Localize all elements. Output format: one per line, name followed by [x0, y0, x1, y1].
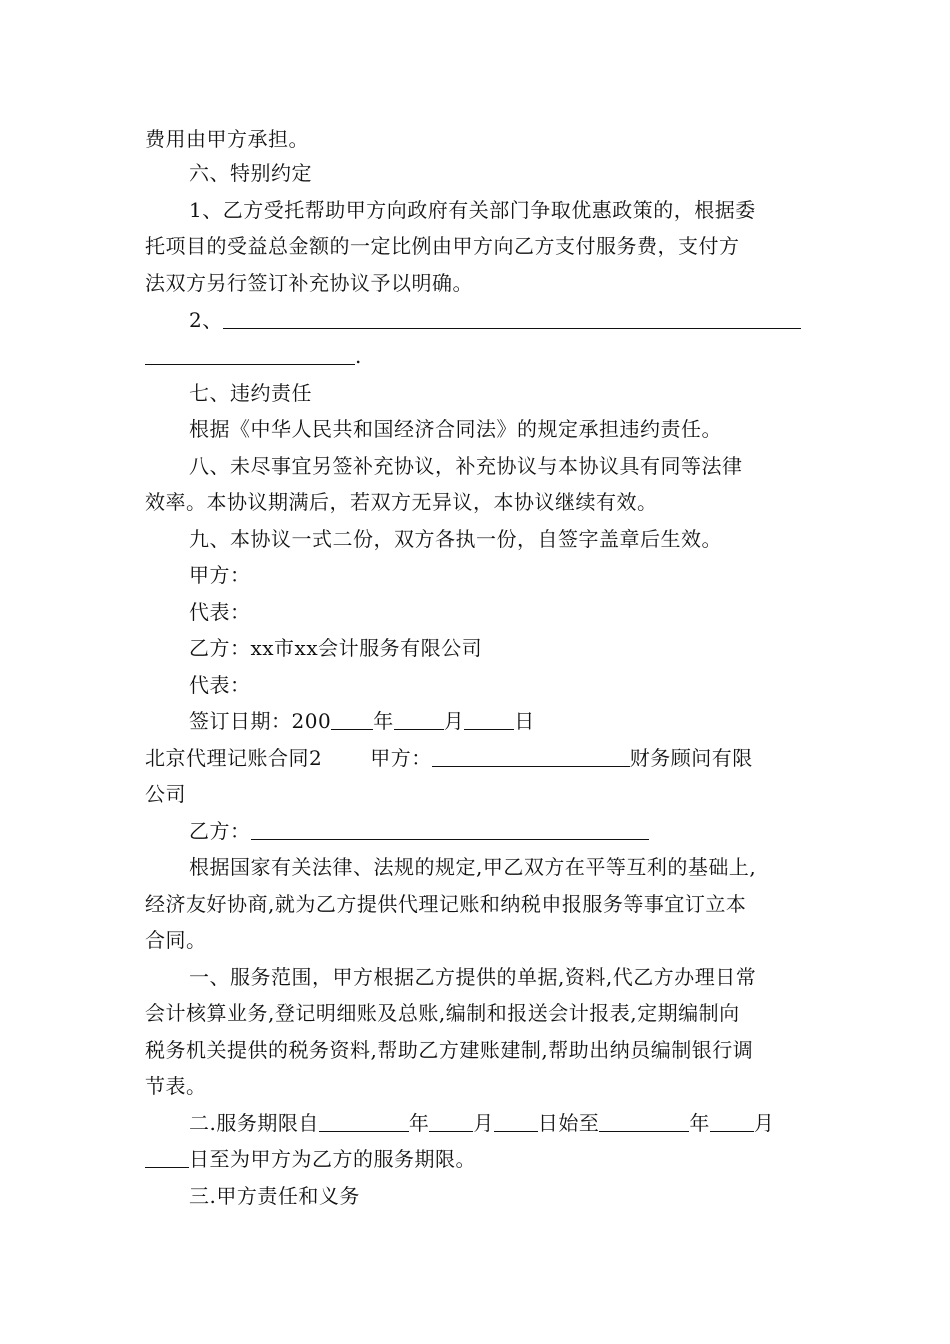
signature-label: 代表： — [189, 673, 251, 697]
text-line: 公司 — [145, 782, 186, 806]
text-line — [189, 813, 810, 850]
section-heading: 三.甲方责任和义务 — [189, 1184, 360, 1208]
party-a-suffix: 财务顾问有限 — [629, 746, 753, 770]
year-label: 年 — [689, 1111, 710, 1135]
text-line: 1、乙方受托帮助甲方向政府有关部门争取优惠政策的，根据委 — [189, 198, 756, 222]
fill-blank — [145, 1145, 189, 1168]
text-line: 托项目的受益总金额的一定比例由甲方向乙方支付服务费，支付方 — [145, 234, 740, 258]
text-line — [189, 302, 810, 339]
text-line: 费用由甲方承担。 — [145, 127, 309, 151]
section-heading: 七、违约责任 — [189, 381, 312, 405]
fill-blank — [710, 1109, 754, 1132]
fill-blank — [251, 817, 649, 840]
text-line — [145, 740, 810, 777]
year-label: 年 — [408, 1111, 430, 1135]
party-b-label: 乙方： — [189, 819, 251, 843]
fill-blank — [331, 707, 373, 730]
term-label: 二.服务期限自 — [189, 1111, 319, 1135]
contract-title: 北京代理记账合同2 — [145, 746, 323, 770]
text-line: 法双方另行签订补充协议予以明确。 — [145, 271, 473, 295]
text-line: 节表。 — [145, 1074, 207, 1098]
text-line — [145, 338, 810, 375]
fill-blank — [599, 1109, 689, 1132]
party-a-label: 甲方： — [370, 746, 432, 770]
date-label: 签订日期：200 — [189, 709, 332, 733]
fill-blank — [223, 306, 801, 329]
signature-label: 甲方： — [189, 563, 251, 587]
text-line: 根据国家有关法律、法规的规定,甲乙双方在平等互利的基础上, — [189, 855, 757, 879]
fill-blank — [464, 707, 514, 730]
text-line: 九、本协议一式二份，双方各执一份，自签字盖章后生效。 — [189, 527, 722, 551]
signature-label: 代表： — [189, 600, 251, 624]
section-heading: 六、特别约定 — [189, 161, 312, 185]
year-label: 年 — [373, 709, 394, 733]
fill-blank — [319, 1109, 409, 1132]
text-line — [189, 1105, 810, 1142]
text-line: 效率。本协议期满后，若双方无异议，本协议继续有效。 — [145, 490, 658, 514]
signature-label: 乙方：xx市xx会计服务有限公司 — [189, 636, 483, 660]
fill-blank — [429, 1109, 473, 1132]
fill-blank — [145, 342, 355, 365]
term-end-text: 日至为甲方为乙方的服务期限。 — [189, 1147, 476, 1171]
text-line: 合同。 — [145, 928, 207, 952]
month-label: 月 — [473, 1111, 494, 1135]
text-line: 八、未尽事宜另签补充协议，补充协议与本协议具有同等法律 — [189, 454, 743, 478]
text-line: 税务机关提供的税务资料,帮助乙方建账建制,帮助出纳员编制银行调 — [145, 1038, 754, 1062]
month-label: 月 — [753, 1111, 775, 1135]
fill-blank — [432, 744, 630, 767]
day-label: 日 — [514, 709, 535, 733]
text-line — [145, 1141, 810, 1178]
fill-blank — [394, 707, 444, 730]
day-to-label: 日始至 — [537, 1111, 600, 1135]
text-line: 一、服务范围，甲方根据乙方提供的单据,资料,代乙方办理日常 — [189, 965, 757, 989]
month-label: 月 — [443, 709, 465, 733]
text-line: 会计核算业务,登记明细账及总账,编制和报送会计报表,定期编制向 — [145, 1001, 740, 1025]
signing-date — [189, 703, 810, 740]
text-line: 根据《中华人民共和国经济合同法》的规定承担违约责任。 — [189, 417, 722, 441]
text-line: 经济友好协商,就为乙方提供代理记账和纳税申报服务等事宜订立本 — [145, 892, 747, 916]
period: . — [355, 344, 362, 368]
fill-blank — [494, 1109, 538, 1132]
clause-number: 2、 — [189, 308, 223, 332]
